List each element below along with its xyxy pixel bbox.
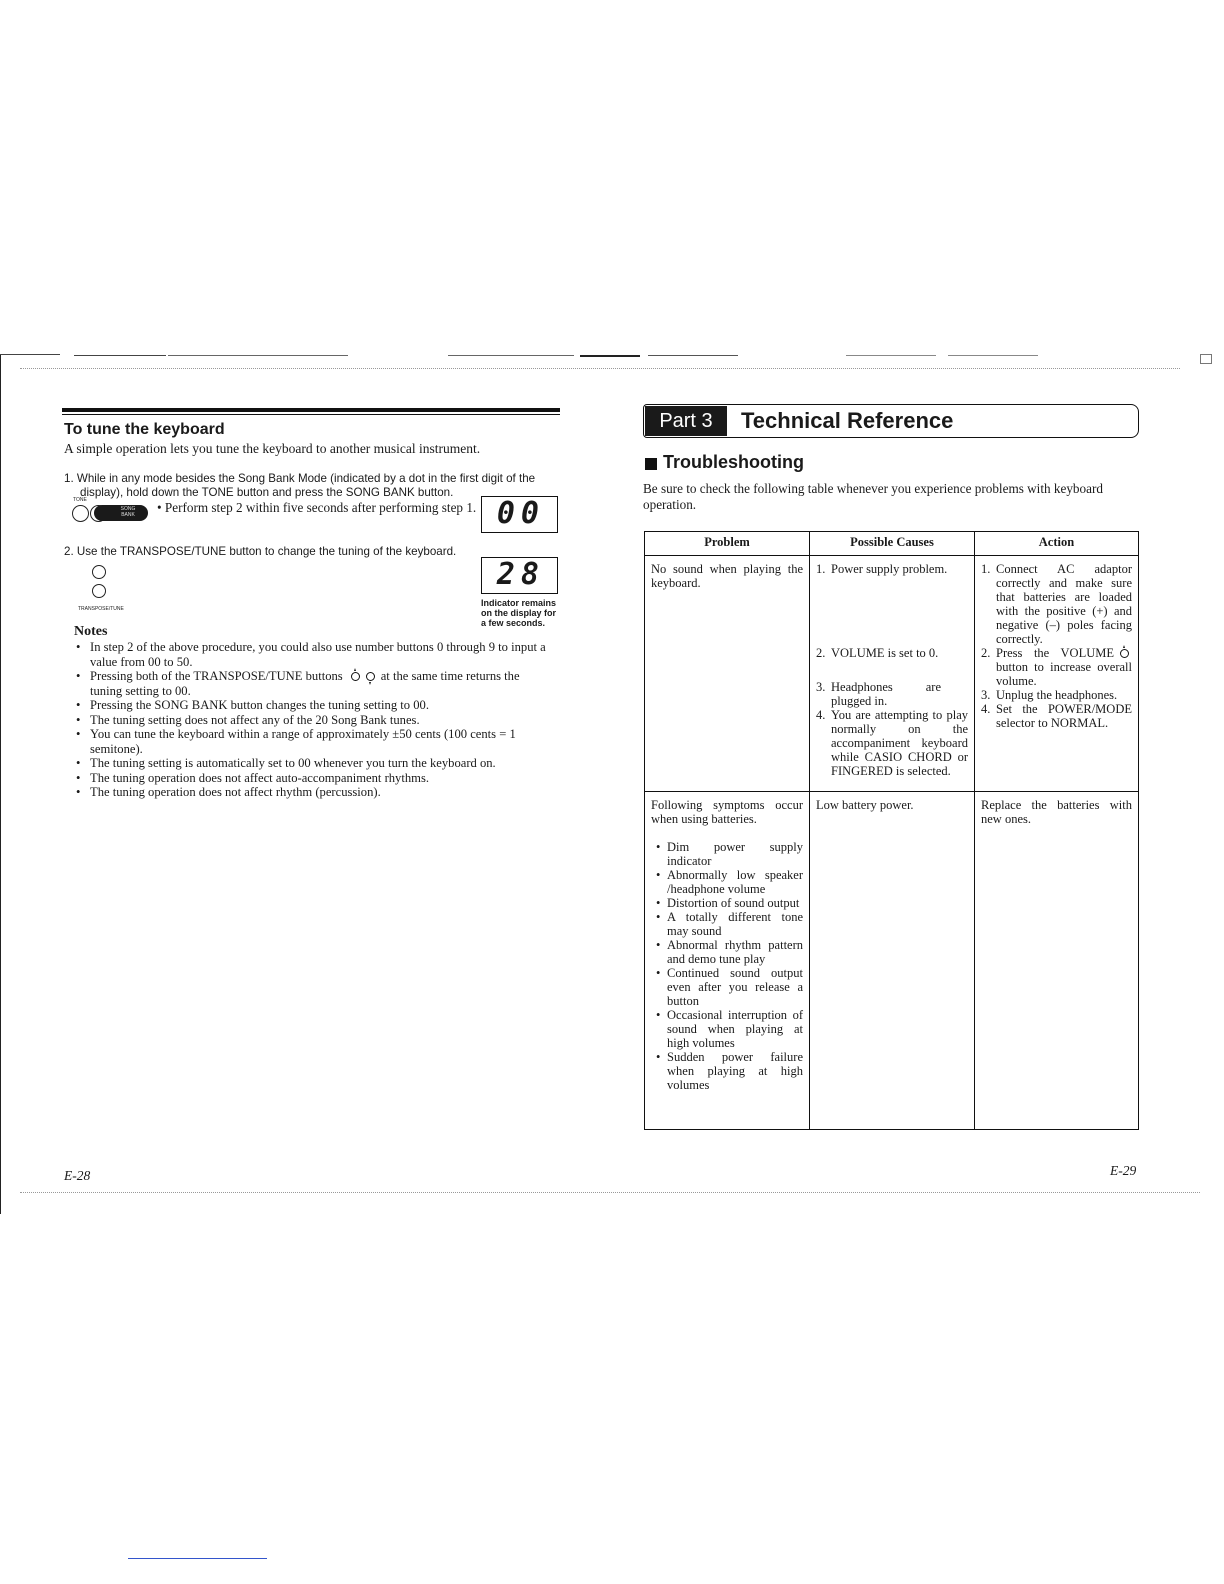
note-item: • Pressing the SONG BANK button changes the tuning setting to 00. — [74, 698, 554, 713]
display-readout-1: 00 — [481, 496, 558, 533]
section-rule — [62, 414, 560, 415]
transpose-down-icon — [92, 584, 106, 598]
transpose-up-icon — [92, 565, 106, 579]
list-item: 1. Power supply problem. — [816, 562, 948, 576]
scan-top-line — [648, 355, 738, 356]
page-number-right: E-29 — [1110, 1163, 1137, 1178]
note-item: • The tuning operation does not affect auto-accompaniment rhythms. — [74, 771, 554, 786]
problem-cell — [645, 556, 810, 792]
list-item: 1. Connect AC adaptor correctly and make sure that batteries are loaded with the positive (+) and negative (–) poles facing correctly. — [981, 562, 1132, 646]
step-1-note: • Perform step 2 within five seconds after performing step 1. — [157, 500, 477, 515]
list-item: • Continued sound output even after you release a button — [651, 966, 803, 1008]
problem-cell — [645, 792, 810, 1130]
causes-cell — [810, 556, 975, 792]
list-item: • Occasional interruption of sound when playing at high volumes — [651, 1008, 803, 1050]
tone-button-icon — [72, 505, 89, 522]
part-badge: Part 3 — [645, 406, 727, 436]
scan-corner-mark — [1200, 354, 1212, 364]
tone-label: TONE — [73, 497, 87, 503]
intro-text: A simple operation lets you tune the keyboard to another musical instrument. — [64, 441, 481, 456]
list-item: 3. Headphones are plugged in. — [816, 680, 941, 708]
list-item: 3. Unplug the headphones. — [981, 688, 1118, 702]
step-1-line-1: 1. While in any mode besides the Song Bank Mode (indicated by a dot in the first digit of the — [64, 472, 536, 485]
table-row — [645, 556, 1139, 792]
list-item: • Abnormally low speaker /headphone volume — [651, 868, 803, 896]
scan-dots — [20, 368, 1180, 370]
list-item: 4. Set the POWER/MODE selector to NORMAL. — [981, 702, 1132, 730]
down-arrow-icon — [366, 672, 375, 681]
scan-top-line — [448, 355, 574, 356]
troubleshooting-table — [644, 531, 1139, 1130]
scan-bottom-link-line — [128, 1558, 267, 1559]
column-header-action: Action — [975, 532, 1139, 556]
list-item: • Distortion of sound output — [651, 896, 803, 910]
list-item: • A totally different tone may sound — [651, 910, 803, 938]
note-item: • The tuning setting is automatically set to 00 whenever you turn the keyboard on. — [74, 756, 554, 771]
transpose-label: TRANSPOSE/TUNE — [78, 606, 124, 612]
step-1-line-2: display), hold down the TONE button and press the SONG BANK button. — [80, 486, 454, 499]
note-text: at the same time returns the tuning setting to 00. — [90, 669, 520, 698]
list-item: 4. You are attempting to play normally on the accompaniment keyboard while CASIO CHORD or FINGERED is selected. — [816, 708, 968, 778]
scan-top-line — [846, 355, 936, 356]
scan-edge-line — [0, 354, 1, 1214]
note-item: • In step 2 of the above procedure, you could also use number buttons 0 through 9 to input a value from 00 to 50. — [74, 640, 554, 669]
table-header-row — [645, 532, 1139, 556]
troubleshooting-intro: Be sure to check the following table whenever you experience problems with keyboard operation. — [643, 481, 1103, 512]
notes-list — [74, 640, 554, 800]
actions-list — [981, 562, 1132, 730]
scan-top-line — [168, 355, 348, 356]
column-header-problem: Problem — [645, 532, 810, 556]
list-item: 2. VOLUME is set to 0. — [816, 646, 939, 660]
song-bank-label: SONG — [120, 506, 136, 512]
display-readout-2: 28 — [481, 557, 558, 594]
symptoms-list — [651, 840, 803, 1092]
notes-heading: Notes — [74, 624, 108, 639]
scan-top-line — [74, 355, 166, 356]
list-item: • Sudden power failure when playing at high volumes — [651, 1050, 803, 1092]
column-header-causes: Possible Causes — [810, 532, 975, 556]
step-2: 2. Use the TRANSPOSE/TUNE button to change the tuning of the keyboard. — [64, 545, 457, 558]
volume-up-icon — [1120, 649, 1129, 658]
note-text: Pressing both of the TRANSPOSE/TUNE buttons — [90, 669, 343, 683]
scan-top-line — [580, 355, 640, 357]
note-item: • You can tune the keyboard within a range of approximately ±50 cents (100 cents = 1 semitone). — [74, 727, 554, 756]
cause-text: Low battery power. — [816, 798, 914, 812]
action-cell — [975, 556, 1139, 792]
section-square-icon — [645, 458, 657, 470]
section-rule — [62, 408, 560, 412]
list-item: • Abnormal rhythm pattern and demo tune play — [651, 938, 803, 966]
table-row — [645, 792, 1139, 1130]
section-title: To tune the keyboard — [64, 421, 225, 438]
causes-list — [816, 562, 968, 778]
scan-top-line — [948, 355, 1038, 356]
problem-text: Following symptoms occur when using batteries. — [651, 798, 803, 826]
action-text: Replace the batteries with new ones. — [981, 798, 1132, 826]
causes-cell — [810, 792, 975, 1130]
indicator-note: Indicator remains on the display for a few seconds. — [481, 598, 557, 628]
scan-top-line — [0, 354, 60, 355]
part-title: Technical Reference — [741, 408, 954, 433]
list-item: 2. Press the VOLUME button to increase overall volume. — [981, 646, 1132, 688]
note-item — [74, 669, 554, 698]
note-item: • The tuning operation does not affect rhythm (percussion). — [74, 785, 554, 800]
action-cell — [975, 792, 1139, 1130]
scan-dots — [20, 1192, 1200, 1194]
page-number-left: E-28 — [64, 1168, 91, 1183]
list-item: • Dim power supply indicator — [651, 840, 803, 868]
problem-text: No sound when playing the keyboard. — [651, 562, 803, 590]
section-title-troubleshooting: Troubleshooting — [663, 452, 804, 472]
up-arrow-icon — [351, 672, 360, 681]
song-bank-label: BANK — [121, 512, 135, 518]
note-item: • The tuning setting does not affect any of the 20 Song Bank tunes. — [74, 713, 554, 728]
